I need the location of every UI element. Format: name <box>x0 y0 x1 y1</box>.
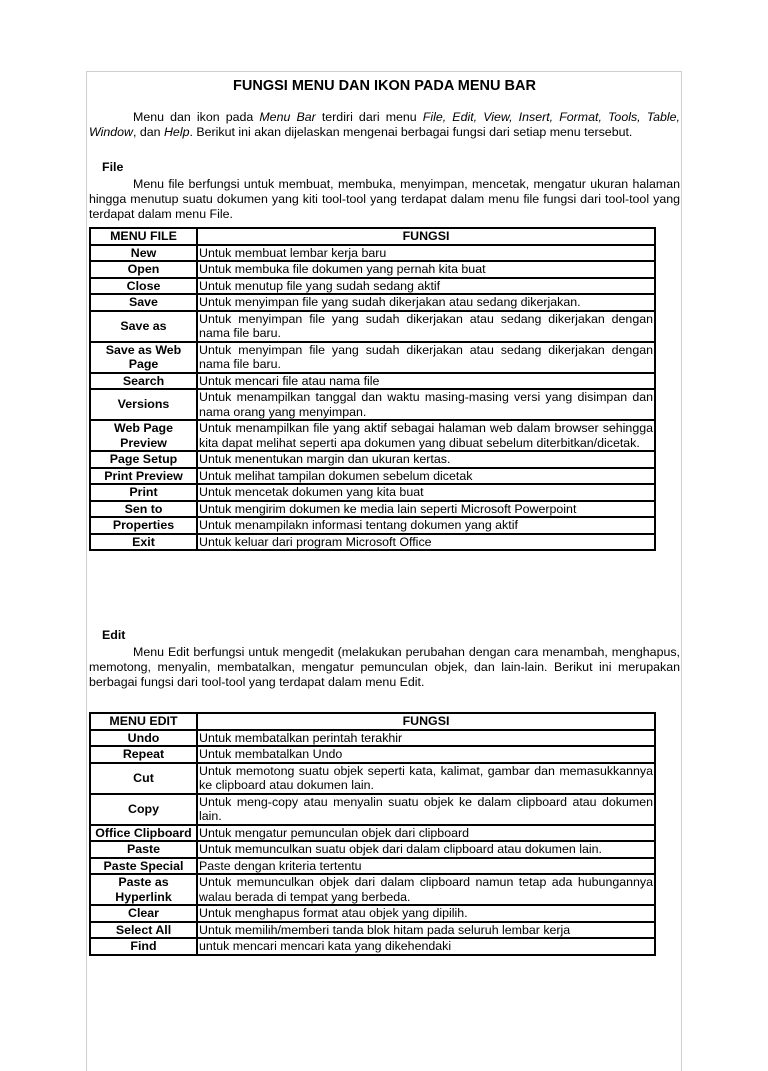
menu-item-name: Print Preview <box>90 468 197 485</box>
intro-emphasis-3: Help <box>163 125 190 139</box>
table-row <box>90 389 655 420</box>
menu-item-function: Untuk menyimpan file yang sudah dikerjakan atau sedang dikerjakan. <box>197 294 655 311</box>
table-row <box>90 825 655 842</box>
menu-item-name: Search <box>90 373 197 390</box>
menu-item-name: New <box>90 245 197 262</box>
intro-emphasis-2: File, Edit, View, Insert, Format, Tools, Table, Window <box>89 110 680 139</box>
table-row <box>90 922 655 939</box>
menu-item-name: Exit <box>90 534 197 551</box>
menu-item-name: Paste Special <box>90 858 197 875</box>
menu-item-function: Untuk menyimpan file yang sudah dikerjakan atau sedang dikerjakan dengan nama file baru. <box>199 311 653 340</box>
table-row <box>90 501 655 518</box>
file-heading: File <box>102 160 124 174</box>
menu-item-function: Paste dengan kriteria tertentu <box>197 858 655 875</box>
table-row <box>90 794 655 825</box>
table-row <box>90 905 655 922</box>
menu-item-name: Undo <box>90 730 197 747</box>
intro-text-3: , dan <box>132 125 164 139</box>
edit-table-body <box>90 730 655 955</box>
intro-emphasis-1: Menu Bar <box>259 110 316 124</box>
document-title: FUNGSI MENU DAN IKON PADA MENU BAR <box>233 78 536 94</box>
table-row <box>90 278 655 295</box>
table-header-row <box>90 713 655 730</box>
menu-item-name: Versions <box>90 389 197 420</box>
menu-item-function: Untuk memunculkan suatu objek dari dalam clipboard atau dokumen lain. <box>197 841 655 858</box>
column-header-function: FUNGSI <box>197 713 655 730</box>
menu-item-name: Page Setup <box>90 451 197 468</box>
edit-heading: Edit <box>102 628 126 642</box>
menu-item-function: Untuk melihat tampilan dokumen sebelum dicetak <box>197 468 655 485</box>
table-row <box>90 746 655 763</box>
intro-text-4: . Berikut ini akan dijelaskan mengenai berbagai fungsi dari setiap menu tersebut. <box>189 125 633 139</box>
table-row <box>90 373 655 390</box>
table-row <box>90 534 655 551</box>
menu-item-name: Save as <box>90 311 197 342</box>
menu-item-function: Untuk membatalkan perintah terakhir <box>197 730 655 747</box>
menu-item-function: Untuk memunculkan objek dari dalam clipboard namun tetap ada hubungannya walau berada di tempat yang berbeda. <box>199 875 653 904</box>
file-table-body <box>90 245 655 551</box>
table-row <box>90 938 655 955</box>
menu-item-function: Untuk mencari file atau nama file <box>197 373 655 390</box>
menu-item-name: Sen to <box>90 501 197 518</box>
menu-item-function: Untuk menghapus format atau objek yang dipilih. <box>197 905 655 922</box>
column-header-menu: MENU FILE <box>90 228 197 245</box>
menu-item-function: Untuk keluar dari program Microsoft Office <box>197 534 655 551</box>
menu-item-name: Copy <box>90 794 197 825</box>
table-header-row <box>90 228 655 245</box>
menu-item-name: Office Clipboard <box>90 825 197 842</box>
table-row <box>90 858 655 875</box>
table-row <box>90 874 655 905</box>
menu-item-function: Untuk menampilkan tanggal dan waktu masing-masing versi yang disimpan dan nama orang yang menyimpan. <box>199 390 653 419</box>
table-row <box>90 311 655 342</box>
menu-item-name: Print <box>90 484 197 501</box>
table-row <box>90 342 655 373</box>
table-row <box>90 245 655 262</box>
table-row <box>90 294 655 311</box>
menu-item-function: Untuk memilih/memberi tanda blok hitam pada seluruh lembar kerja <box>197 922 655 939</box>
menu-item-name: Cut <box>90 763 197 794</box>
intro-text-1: Menu dan ikon pada <box>133 110 260 124</box>
intro-text-2: terdiri dari menu <box>315 110 423 124</box>
table-row <box>90 261 655 278</box>
table-row <box>90 730 655 747</box>
menu-item-name: Clear <box>90 905 197 922</box>
menu-item-function: Untuk memotong suatu objek seperti kata, kalimat, gambar dan memasukkannya ke clipboard atau dokumen lain. <box>199 763 653 792</box>
menu-item-name: Paste <box>90 841 197 858</box>
menu-item-function: Untuk menutup file yang sudah sedang aktif <box>197 278 655 295</box>
menu-item-name: Save as Web Page <box>90 342 197 373</box>
menu-item-function: Untuk meng-copy atau menyalin suatu objek ke dalam clipboard atau dokumen lain. <box>199 794 653 823</box>
file-menu-table <box>89 227 656 551</box>
table-row <box>90 517 655 534</box>
column-header-menu: MENU EDIT <box>90 713 197 730</box>
edit-description: Menu Edit berfungsi untuk mengedit (melakukan perubahan dengan cara menambah, menghapus, memotong, menyalin, membatalkan, mengatur pemunculan objek, dan lain-lain. Berikut ini merupakan berbagai fungsi dari tool-tool yang terdapat dalam menu Edit. <box>89 645 680 689</box>
table-row <box>90 763 655 794</box>
menu-item-name: Save <box>90 294 197 311</box>
document-page <box>86 71 682 1071</box>
menu-item-name: Web Page Preview <box>90 420 197 451</box>
intro-paragraph <box>89 110 680 140</box>
table-row <box>90 451 655 468</box>
edit-menu-table <box>89 712 656 956</box>
menu-item-function: Untuk mengatur pemunculan objek dari clipboard <box>197 825 655 842</box>
menu-item-name: Close <box>90 278 197 295</box>
menu-item-function: untuk mencari mencari kata yang dikehendaki <box>197 938 655 955</box>
menu-item-function: Untuk membuka file dokumen yang pernah kita buat <box>197 261 655 278</box>
menu-item-name: Select All <box>90 922 197 939</box>
menu-item-function: Untuk membatalkan Undo <box>197 746 655 763</box>
table-row <box>90 484 655 501</box>
column-header-function: FUNGSI <box>197 228 655 245</box>
menu-item-name: Properties <box>90 517 197 534</box>
menu-item-function: Untuk menampilkan file yang aktif sebagai halaman web dalam browser sehingga kita dapat melihat seperti apa dokumen yang dibuat sebelum diterbitkan/dicetak. <box>199 421 653 450</box>
menu-item-function: Untuk mengirim dokumen ke media lain seperti Microsoft Powerpoint <box>197 501 655 518</box>
menu-item-name: Open <box>90 261 197 278</box>
menu-item-function: Untuk menyimpan file yang sudah dikerjakan atau sedang dikerjakan dengan nama file baru. <box>199 342 653 371</box>
table-row <box>90 468 655 485</box>
menu-item-function: Untuk membuat lembar kerja baru <box>197 245 655 262</box>
menu-item-function: Untuk mencetak dokumen yang kita buat <box>197 484 655 501</box>
file-description: Menu file berfungsi untuk membuat, membuka, menyimpan, mencetak, mengatur ukuran halaman hingga menutup suatu dokumen yang kiti tool-tool yang terdapat dalam menu file fungsi dari tool-tool yang terdapat dalam menu File. <box>89 177 680 221</box>
table-row <box>90 420 655 451</box>
menu-item-name: Find <box>90 938 197 955</box>
menu-item-function: Untuk menampilakn informasi tentang dokumen yang aktif <box>197 517 655 534</box>
menu-item-function: Untuk menentukan margin dan ukuran kertas. <box>197 451 655 468</box>
table-row <box>90 841 655 858</box>
menu-item-name: Paste as Hyperlink <box>90 874 197 905</box>
menu-item-name: Repeat <box>90 746 197 763</box>
